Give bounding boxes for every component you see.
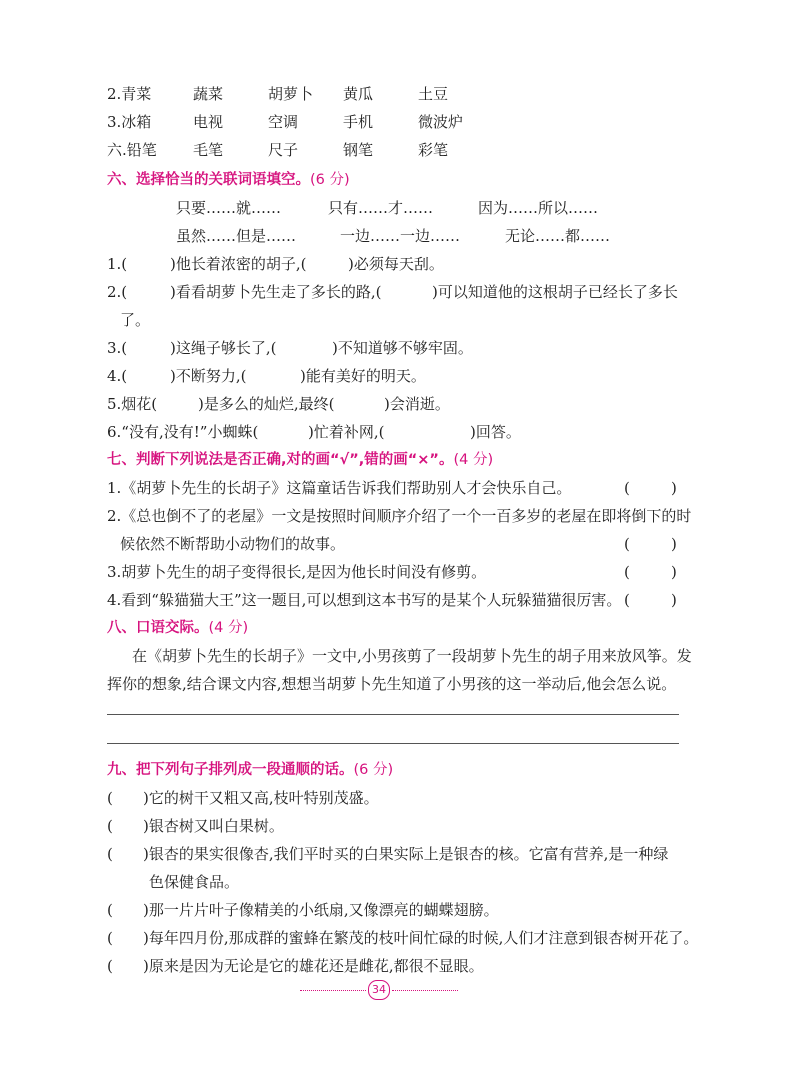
word: 胡萝卜 xyxy=(268,85,314,103)
option: 只要……就…… xyxy=(176,199,282,217)
answer-paren-open[interactable]: ( xyxy=(624,535,630,553)
option: 无论……都…… xyxy=(505,227,611,245)
section-7-score: (4 分) xyxy=(453,452,494,468)
q-text: )能有美好的明天。 xyxy=(300,367,426,385)
q-text: )不断努力,( xyxy=(170,367,247,385)
section-8-score: (4 分) xyxy=(208,620,249,636)
answer-paren-close: ) xyxy=(671,535,677,553)
order-sentence-cont: 色保健食品。 xyxy=(149,873,240,891)
answer-paren-close: ) xyxy=(671,591,677,609)
order-sentence: )那一片片叶子像精美的小纸扇,又像漂亮的蝴蝶翅膀。 xyxy=(143,901,499,919)
order-paren[interactable]: ( xyxy=(107,957,113,975)
q-text: 6.“没有,没有!”小蜘蛛( xyxy=(107,423,259,441)
word: 钢笔 xyxy=(343,141,374,159)
footer-divider-left xyxy=(300,990,366,991)
statement-2: 2.《总也倒不了的老屋》一文是按照时间顺序介绍了一个一百多岁的老屋在即将倒下的时 xyxy=(107,507,692,525)
answer-paren-open[interactable]: ( xyxy=(624,479,630,497)
q-text: )必须每天刮。 xyxy=(348,255,444,273)
word: 尺子 xyxy=(268,141,299,159)
option: 只有……才…… xyxy=(328,199,434,217)
q-text: 了。 xyxy=(120,311,151,329)
word: 空调 xyxy=(268,113,299,131)
option: 一边……一边…… xyxy=(340,227,461,245)
q-text: )他长着浓密的胡子,( xyxy=(170,255,307,273)
answer-paren-open[interactable]: ( xyxy=(624,591,630,609)
word: 2.青菜 xyxy=(107,85,152,103)
q-text: 4.( xyxy=(107,367,128,385)
answer-paren-open[interactable]: ( xyxy=(624,563,630,581)
order-paren[interactable]: ( xyxy=(107,929,113,947)
order-sentence: )银杏树又叫白果树。 xyxy=(143,817,284,835)
section-8-paragraph-2: 挥你的想象,结合课文内容,想想当胡萝卜先生知道了小男孩的这一举动后,他会怎么说。 xyxy=(107,675,677,693)
q-text: )不知道够不够牢固。 xyxy=(332,339,473,357)
word: 彩笔 xyxy=(418,141,449,159)
order-paren[interactable]: ( xyxy=(107,845,113,863)
q-text: )回答。 xyxy=(470,423,521,441)
word: 土豆 xyxy=(418,85,449,103)
statement-4: 4.看到“躲猫猫大王”这一题目,可以想到这本书写的是某个人玩躲猫猫很厉害。 xyxy=(107,591,622,609)
word: 毛笔 xyxy=(193,141,224,159)
word: 六.铅笔 xyxy=(107,141,157,159)
q-text: )可以知道他的这根胡子已经长了多长 xyxy=(432,283,678,301)
section-7-heading xyxy=(107,450,493,470)
order-sentence: )原来是因为无论是它的雄花还是雌花,都很不显眼。 xyxy=(143,957,484,975)
section-6-title: 六、选择恰当的关联词语填空。 xyxy=(107,172,310,188)
q-text: )这绳子够长了,( xyxy=(170,339,277,357)
q-text: )看看胡萝卜先生走了多长的路,( xyxy=(170,283,382,301)
order-paren[interactable]: ( xyxy=(107,901,113,919)
section-9-heading xyxy=(107,760,393,780)
word: 蔬菜 xyxy=(193,85,224,103)
section-6-heading xyxy=(107,170,350,190)
order-sentence: )每年四月份,那成群的蜜蜂在繁茂的枝叶间忙碌的时候,人们才注意到银杏树开花了。 xyxy=(143,929,699,947)
word: 手机 xyxy=(343,113,374,131)
section-8-heading xyxy=(107,618,248,638)
answer-paren-close: ) xyxy=(671,563,677,581)
order-sentence: )它的树干又粗又高,枝叶特别茂盛。 xyxy=(143,789,379,807)
option: 因为……所以…… xyxy=(478,199,599,217)
answer-line[interactable] xyxy=(107,714,679,715)
section-8-title: 八、口语交际。 xyxy=(107,620,209,636)
q-text: 3.( xyxy=(107,339,128,357)
q-text: 1.( xyxy=(107,255,128,273)
order-sentence: )银杏的果实很像杏,我们平时买的白果实际上是银杏的核。它富有营养,是一种绿 xyxy=(143,845,669,863)
word: 电视 xyxy=(193,113,224,131)
statement-3: 3.胡萝卜先生的胡子变得很长,是因为他长时间没有修剪。 xyxy=(107,563,487,581)
statement-1: 1.《胡萝卜先生的长胡子》这篇童话告诉我们帮助别人才会快乐自己。 xyxy=(107,479,572,497)
page-number: 34 xyxy=(368,980,390,1000)
answer-line[interactable] xyxy=(107,743,679,744)
footer-divider-right xyxy=(392,990,458,991)
q-text: )是多么的灿烂,最终( xyxy=(198,395,335,413)
q-text: )会消逝。 xyxy=(384,395,450,413)
word: 微波炉 xyxy=(418,113,464,131)
section-8-paragraph-1: 在《胡萝卜先生的长胡子》一文中,小男孩剪了一段胡萝卜先生的胡子用来放风筝。发 xyxy=(132,647,692,665)
section-9-title: 九、把下列句子排列成一段通顺的话。 xyxy=(107,762,354,778)
word: 3.冰箱 xyxy=(107,113,152,131)
q-text: 5.烟花( xyxy=(107,395,158,413)
section-6-score: (6 分) xyxy=(310,172,350,188)
option: 虽然……但是…… xyxy=(176,227,297,245)
answer-paren-close: ) xyxy=(671,479,677,497)
q-text: )忙着补网,( xyxy=(308,423,385,441)
section-7-title: 七、判断下列说法是否正确,对的画“√”,错的画“×”。 xyxy=(107,452,454,468)
q-text: 2.( xyxy=(107,283,128,301)
section-9-score: (6 分) xyxy=(353,762,394,778)
order-paren[interactable]: ( xyxy=(107,817,113,835)
statement-2-cont: 候依然不断帮助小动物们的故事。 xyxy=(120,535,346,553)
order-paren[interactable]: ( xyxy=(107,789,113,807)
word: 黄瓜 xyxy=(343,85,374,103)
